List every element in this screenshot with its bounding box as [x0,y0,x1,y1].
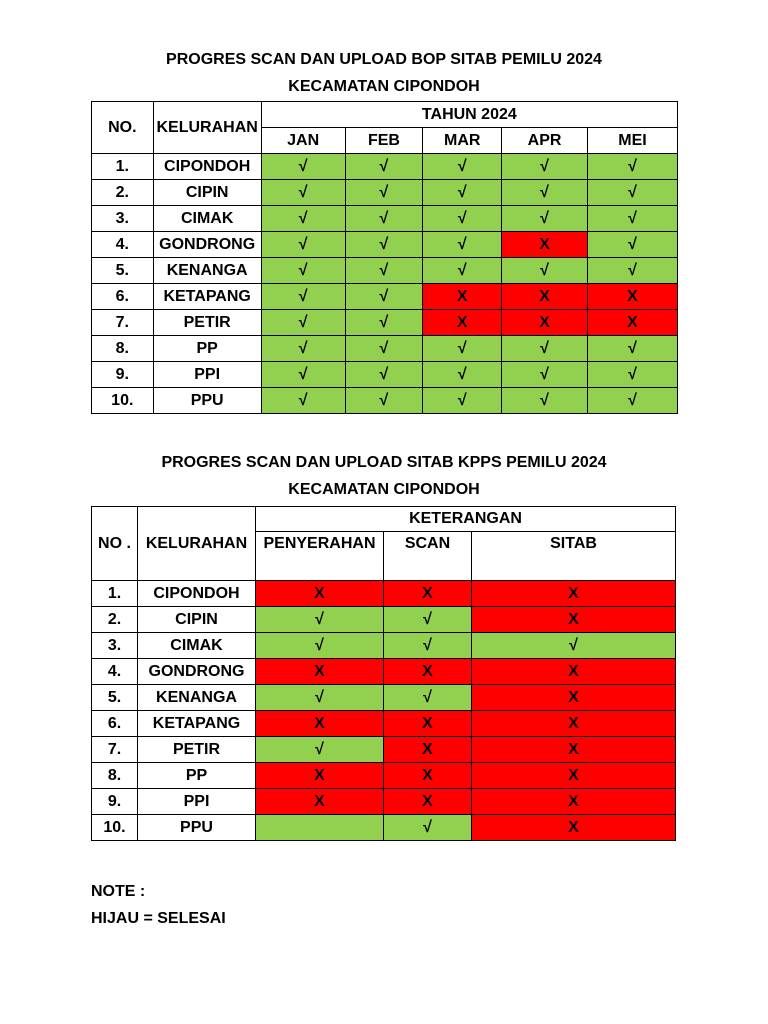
status-cell: X [384,763,472,789]
status-cell: √ [345,336,423,362]
status-cell: X [502,310,588,336]
status-cell: X [423,310,502,336]
status-cell: √ [502,154,588,180]
status-cell: √ [261,362,345,388]
row-number: 2. [92,607,138,633]
status-cell: √ [261,388,345,414]
status-cell: X [256,789,384,815]
status-cell: √ [384,633,472,659]
status-cell: X [423,284,502,310]
table-row [92,763,676,789]
status-cell: √ [587,180,677,206]
kelurahan-name: PP [153,336,261,362]
header-no: NO . [92,507,138,581]
table-row [92,815,676,841]
status-cell: √ [261,336,345,362]
row-number: 1. [92,581,138,607]
header-tahun: TAHUN 2024 [261,102,677,128]
status-cell: √ [345,180,423,206]
status-cell: √ [423,180,502,206]
status-cell: √ [423,388,502,414]
status-cell: X [384,711,472,737]
status-cell: √ [587,336,677,362]
status-cell: X [502,284,588,310]
status-cell: √ [587,258,677,284]
row-number: 6. [92,711,138,737]
status-cell: √ [256,607,384,633]
header-kelurahan: KELURAHAN [153,102,261,154]
kelurahan-name: CIPIN [153,180,261,206]
table2-title: PROGRES SCAN DAN UPLOAD SITAB KPPS PEMILU 2024 [161,454,607,471]
table-row [92,336,678,362]
table-row [92,232,678,258]
status-cell: √ [502,258,588,284]
header-month: JAN [261,128,345,154]
status-cell: √ [423,154,502,180]
table-row [92,711,676,737]
status-cell: √ [587,206,677,232]
status-cell: √ [587,154,677,180]
table-row [92,310,678,336]
status-cell: √ [345,232,423,258]
note-text: HIJAU = SELESAI [91,910,226,927]
status-cell: √ [261,154,345,180]
kelurahan-name: GONDRONG [153,232,261,258]
status-cell: √ [587,388,677,414]
kelurahan-name: CIPONDOH [138,581,256,607]
status-cell: X [587,284,677,310]
status-cell: X [472,763,676,789]
kelurahan-name: KENANGA [153,258,261,284]
kelurahan-name: KETAPANG [153,284,261,310]
kelurahan-name: PPU [138,815,256,841]
table-row [92,154,678,180]
table-row [92,633,676,659]
status-cell: √ [423,362,502,388]
kelurahan-name: PPI [153,362,261,388]
status-cell: X [256,763,384,789]
status-cell: X [384,581,472,607]
status-cell: √ [261,310,345,336]
row-number: 8. [92,336,154,362]
status-cell: √ [261,206,345,232]
status-cell: √ [384,815,472,841]
row-number: 1. [92,154,154,180]
row-number: 10. [92,815,138,841]
status-cell: √ [345,284,423,310]
status-cell: √ [261,258,345,284]
header-kelurahan: KELURAHAN [138,507,256,581]
status-cell: √ [345,206,423,232]
table-row [92,789,676,815]
status-cell: X [256,581,384,607]
row-number: 5. [92,685,138,711]
kelurahan-name: KENANGA [138,685,256,711]
status-cell: X [472,815,676,841]
table-row [92,685,676,711]
table-row [92,659,676,685]
status-cell: √ [384,607,472,633]
status-cell: √ [261,284,345,310]
kelurahan-name: PETIR [153,310,261,336]
row-number: 6. [92,284,154,310]
status-cell: X [472,737,676,763]
table-row [92,607,676,633]
status-cell: X [472,711,676,737]
kelurahan-name: PPU [153,388,261,414]
status-cell: √ [423,232,502,258]
status-cell: X [502,232,588,258]
header-column: PENYERAHAN [256,532,384,581]
status-cell: √ [345,310,423,336]
status-cell: X [256,711,384,737]
status-cell: √ [423,206,502,232]
row-number: 3. [92,633,138,659]
status-cell: √ [384,685,472,711]
kelurahan-name: PETIR [138,737,256,763]
status-cell [256,815,384,841]
kelurahan-name: CIPIN [138,607,256,633]
status-cell: X [472,581,676,607]
kelurahan-name: CIMAK [153,206,261,232]
status-cell: X [472,685,676,711]
row-number: 10. [92,388,154,414]
kpps-sitab-table [91,506,676,841]
table-row [92,737,676,763]
row-number: 5. [92,258,154,284]
status-cell: √ [502,388,588,414]
status-cell: √ [345,154,423,180]
header-no: NO. [92,102,154,154]
status-cell: √ [502,336,588,362]
status-cell: √ [345,388,423,414]
status-cell: X [384,789,472,815]
table-row [92,180,678,206]
status-cell: √ [587,362,677,388]
table-row [92,388,678,414]
header-keterangan: KETERANGAN [256,507,676,532]
status-cell: √ [345,362,423,388]
status-cell: X [587,310,677,336]
table-row [92,258,678,284]
note-label: NOTE : [91,883,146,900]
status-cell: X [256,659,384,685]
status-cell: X [472,789,676,815]
status-cell: √ [502,362,588,388]
status-cell: X [472,659,676,685]
status-cell: √ [256,737,384,763]
kelurahan-name: PP [138,763,256,789]
status-cell: X [384,737,472,763]
status-cell: √ [345,258,423,284]
status-cell: √ [502,206,588,232]
status-cell: √ [423,336,502,362]
status-cell: X [384,659,472,685]
row-number: 9. [92,789,138,815]
header-month: FEB [345,128,423,154]
header-month: MAR [423,128,502,154]
row-number: 9. [92,362,154,388]
row-number: 3. [92,206,154,232]
status-cell: √ [587,232,677,258]
row-number: 4. [92,232,154,258]
kelurahan-name: CIPONDOH [153,154,261,180]
table1-title: PROGRES SCAN DAN UPLOAD BOP SITAB PEMILU 2024 [166,51,602,68]
table-row [92,581,676,607]
table-row [92,362,678,388]
kelurahan-name: KETAPANG [138,711,256,737]
status-cell: X [472,607,676,633]
status-cell: √ [502,180,588,206]
header-column: SCAN [384,532,472,581]
status-cell: √ [256,685,384,711]
kelurahan-name: GONDRONG [138,659,256,685]
table1-subtitle: KECAMATAN CIPONDOH [288,78,480,95]
header-month: APR [502,128,588,154]
table-row [92,284,678,310]
row-number: 8. [92,763,138,789]
row-number: 7. [92,310,154,336]
status-cell: √ [472,633,676,659]
status-cell: √ [423,258,502,284]
header-column: SITAB [472,532,676,581]
bop-sitab-table [91,101,678,414]
header-month: MEI [587,128,677,154]
row-number: 2. [92,180,154,206]
status-cell: √ [256,633,384,659]
table2-subtitle: KECAMATAN CIPONDOH [288,481,480,498]
table-row [92,206,678,232]
row-number: 7. [92,737,138,763]
row-number: 4. [92,659,138,685]
kelurahan-name: CIMAK [138,633,256,659]
status-cell: √ [261,180,345,206]
kelurahan-name: PPI [138,789,256,815]
status-cell: √ [261,232,345,258]
